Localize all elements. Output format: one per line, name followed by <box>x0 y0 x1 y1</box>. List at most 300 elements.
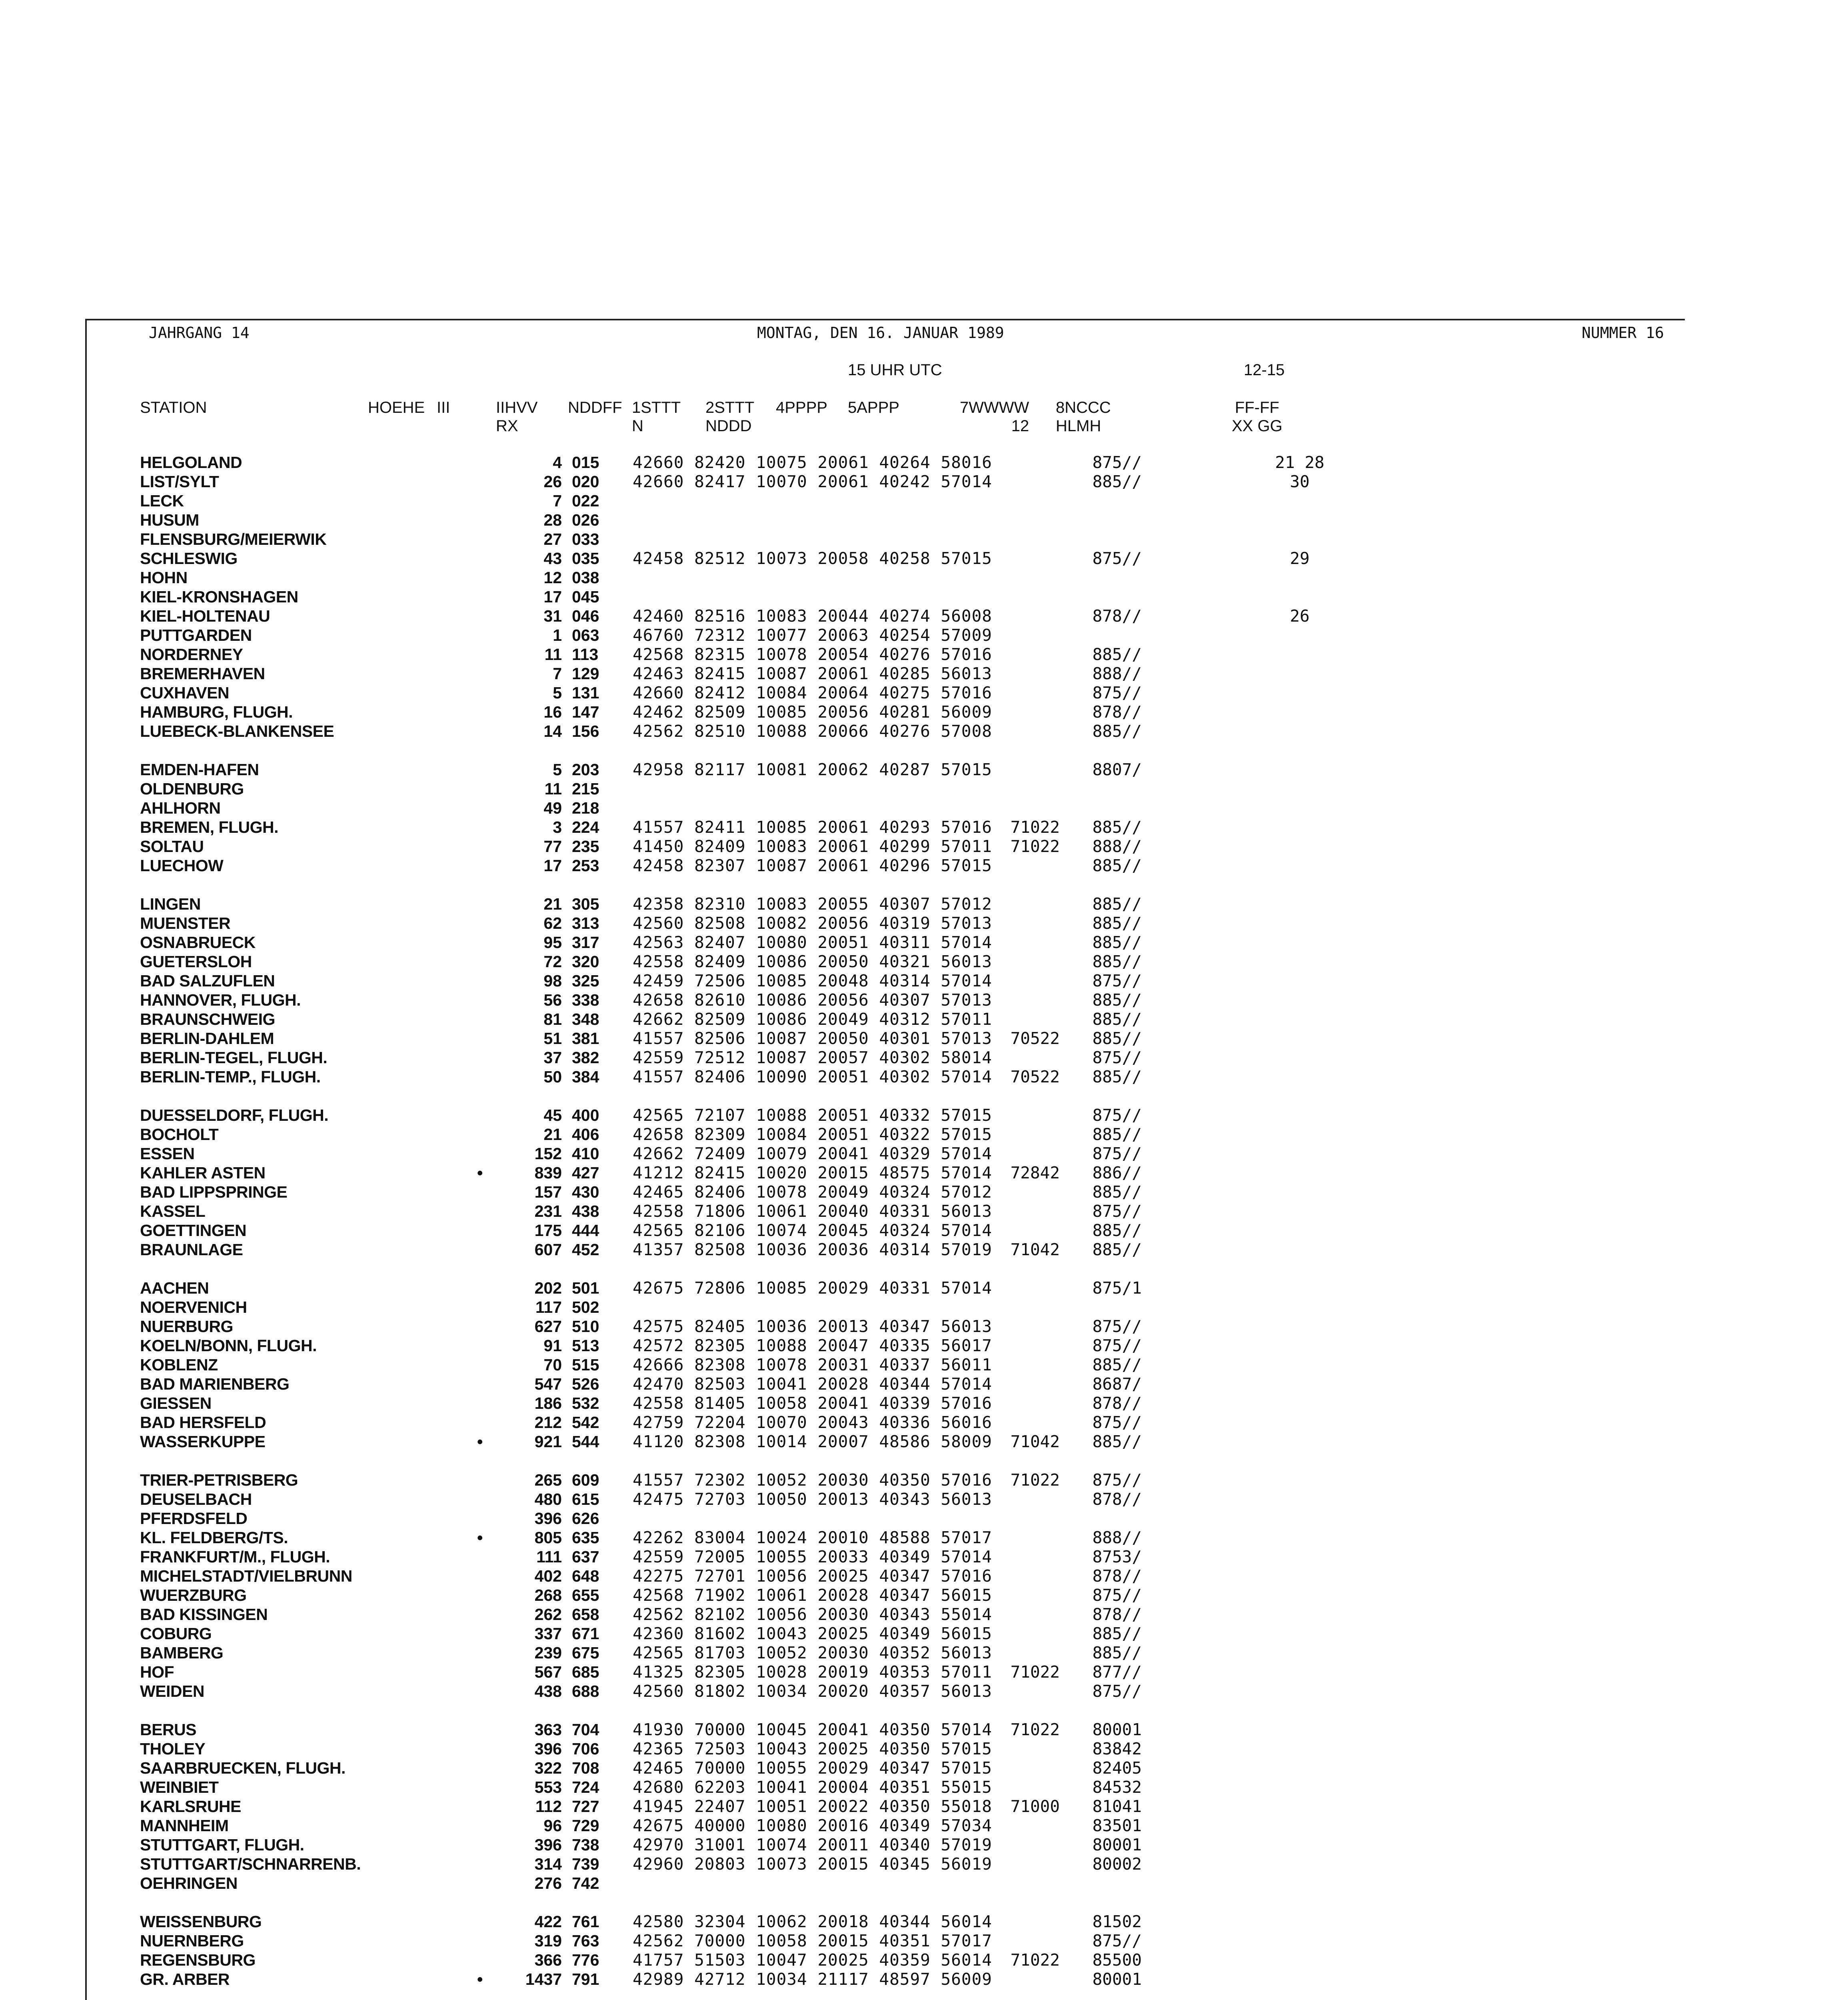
table-row <box>140 760 1340 779</box>
station-height: 31 <box>543 607 562 625</box>
table-row <box>140 933 1340 952</box>
cloud-group: 885// <box>1092 722 1142 741</box>
cloud-group: 875// <box>1092 1413 1142 1432</box>
synop-groups: 42562 82510 10088 20066 40276 57008 <box>633 722 992 741</box>
station-height: 438 <box>534 1682 562 1700</box>
station-name: OEHRINGEN <box>140 1874 238 1892</box>
synop-groups: 42262 83004 10024 20010 48588 57017 <box>633 1528 992 1547</box>
cloud-group: 885// <box>1092 894 1142 914</box>
station-name: KAHLER ASTEN <box>140 1164 266 1182</box>
issue-number: NUMMER 16 <box>1582 324 1664 342</box>
synop-groups: 42470 82503 10041 20028 40344 57014 <box>633 1374 992 1394</box>
station-name: FLENSBURG/MEIERWIK <box>140 530 327 548</box>
station-height: 21 <box>543 895 562 913</box>
station-height: 152 <box>534 1144 562 1163</box>
station-height: 112 <box>535 1797 562 1816</box>
cloud-group: 888// <box>1092 1528 1142 1547</box>
station-name: HOHN <box>140 568 188 587</box>
cloud-group: 875// <box>1092 971 1142 990</box>
station-height: 396 <box>534 1740 562 1758</box>
station-id: 129 <box>572 664 599 683</box>
table-row <box>140 453 1340 472</box>
col-1sttt: 1STTT N <box>632 399 681 435</box>
station-height: 567 <box>534 1663 562 1681</box>
station-name: AACHEN <box>140 1279 209 1297</box>
station-name: OLDENBURG <box>140 780 244 798</box>
table-row <box>140 1662 1340 1682</box>
station-id: 015 <box>572 453 599 472</box>
station-id: 020 <box>572 472 599 491</box>
station-height: 72 <box>543 952 562 971</box>
synop-groups: 41557 82406 10090 20051 40302 57014 <box>633 1067 992 1086</box>
station-id: 444 <box>572 1221 599 1240</box>
station-name: PUTTGARDEN <box>140 626 252 644</box>
table-row <box>140 818 1340 837</box>
synop-groups: 41212 82415 10020 20015 48575 57014 <box>633 1163 992 1182</box>
table-row <box>140 549 1340 568</box>
table-row <box>140 1240 1340 1259</box>
synop-groups: 42558 81405 10058 20041 40339 57016 <box>633 1394 992 1413</box>
synop-groups: 42462 82509 10085 20056 40281 56009 <box>633 702 992 722</box>
station-name: NUERNBERG <box>140 1932 244 1950</box>
synop-groups: 42563 82407 10080 20051 40311 57014 <box>633 933 992 952</box>
table-row <box>140 1912 1340 1931</box>
cloud-group: 885// <box>1092 1221 1142 1240</box>
col-nddff: NDDFF <box>568 399 622 416</box>
station-id: 131 <box>572 684 599 702</box>
cloud-group: 875// <box>1092 1317 1142 1336</box>
cloud-group: 8687/ <box>1092 1374 1142 1394</box>
station-id: 739 <box>572 1855 599 1873</box>
station-id: 685 <box>572 1663 599 1681</box>
station-name: WEINBIET <box>140 1778 219 1796</box>
table-row <box>140 664 1340 683</box>
synop-groups: 42463 82415 10087 20061 40285 56013 <box>633 664 992 683</box>
station-name: BRAUNLAGE <box>140 1240 243 1259</box>
synop-groups: 42365 72503 10043 20025 40350 57015 <box>633 1739 992 1758</box>
table-row <box>140 779 1340 798</box>
station-name: BERLIN-TEGEL, FLUGH. <box>140 1048 328 1067</box>
station-id: 235 <box>572 837 599 856</box>
station-name: EMDEN-HAFEN <box>140 760 259 779</box>
col-ff-gg: FF-FF XX GG <box>1232 399 1283 435</box>
station-id: 648 <box>572 1567 599 1585</box>
table-row <box>140 491 1340 510</box>
synop-groups: 41325 82305 10028 20019 40353 57011 <box>633 1662 992 1682</box>
cloud-group: 8753/ <box>1092 1547 1142 1566</box>
weather-group: 71000 <box>1010 1797 1060 1816</box>
cloud-group: 885// <box>1092 1355 1142 1374</box>
station-id: 338 <box>572 991 599 1009</box>
cloud-group: 80001 <box>1092 1835 1142 1854</box>
station-id: 313 <box>572 914 599 932</box>
table-row <box>140 1874 1340 1893</box>
synop-groups: 42660 82412 10084 20064 40275 57016 <box>633 683 992 702</box>
station-name: KOBLENZ <box>140 1356 218 1374</box>
cloud-group: 885// <box>1092 1182 1142 1202</box>
cloud-group: 875// <box>1092 1202 1142 1221</box>
station-height: 117 <box>535 1298 562 1316</box>
station-name: FRANKFURT/M., FLUGH. <box>140 1548 330 1566</box>
station-height: 480 <box>534 1490 562 1508</box>
station-id: 022 <box>572 492 599 510</box>
station-height: 396 <box>534 1509 562 1528</box>
range-label: 12-15 <box>1244 361 1285 379</box>
station-id: 113 <box>572 645 599 664</box>
station-id: 400 <box>572 1106 599 1124</box>
station-name: WEIDEN <box>140 1682 204 1700</box>
station-height: 51 <box>543 1029 562 1048</box>
table-row <box>140 683 1340 702</box>
cloud-group: 885// <box>1092 1029 1142 1048</box>
synop-groups: 42662 82509 10086 20049 40312 57011 <box>633 1010 992 1029</box>
weather-group: 71042 <box>1010 1240 1060 1259</box>
station-name: KASSEL <box>140 1202 206 1220</box>
station-height: 7 <box>553 492 562 510</box>
table-row <box>140 1490 1340 1509</box>
table-row <box>140 837 1340 856</box>
weather-group: 71042 <box>1010 1432 1060 1451</box>
cloud-group: 83842 <box>1092 1739 1142 1758</box>
station-name: MANNHEIM <box>140 1816 229 1835</box>
station-height: 239 <box>534 1644 562 1662</box>
date-label: MONTAG, DEN 16. JANUAR 1989 <box>757 324 1004 342</box>
station-height: 231 <box>534 1202 562 1220</box>
station-height: 4 <box>553 453 562 472</box>
cloud-group: 875// <box>1092 453 1142 472</box>
cloud-group: 80001 <box>1092 1970 1142 1989</box>
cloud-group: 885// <box>1092 472 1142 491</box>
table-row <box>140 971 1340 990</box>
station-id: 776 <box>572 1951 599 1969</box>
synop-groups: 42568 82315 10078 20054 40276 57016 <box>633 645 992 664</box>
cloud-group: 878// <box>1092 1605 1142 1624</box>
synop-groups: 42580 32304 10062 20018 40344 56014 <box>633 1912 992 1931</box>
cloud-group: 875/1 <box>1092 1278 1142 1298</box>
station-id: 688 <box>572 1682 599 1700</box>
station-height: 265 <box>534 1471 562 1489</box>
station-id: 215 <box>572 780 599 798</box>
station-id: 438 <box>572 1202 599 1220</box>
synop-groups: 42562 82102 10056 20030 40343 55014 <box>633 1605 992 1624</box>
station-height: 14 <box>543 722 562 740</box>
station-height: 5 <box>553 760 562 779</box>
station-height: 839 <box>534 1164 562 1182</box>
station-height: 81 <box>543 1010 562 1028</box>
weather-group: 70522 <box>1010 1029 1060 1048</box>
station-name: KARLSRUHE <box>140 1797 241 1816</box>
station-id: 542 <box>572 1413 599 1432</box>
station-name: LUECHOW <box>140 856 224 875</box>
station-height: 396 <box>534 1836 562 1854</box>
station-height: 12 <box>543 568 562 587</box>
station-name: TRIER-PETRISBERG <box>140 1471 298 1489</box>
station-height: 3 <box>553 818 562 836</box>
cloud-group: 885// <box>1092 990 1142 1010</box>
table-row <box>140 645 1340 664</box>
station-height: 186 <box>534 1394 562 1412</box>
cloud-group: 885// <box>1092 914 1142 933</box>
table-row <box>140 1182 1340 1202</box>
station-height: 322 <box>534 1759 562 1777</box>
cloud-group: 875// <box>1092 1682 1142 1701</box>
station-height: 276 <box>534 1874 562 1892</box>
table-row <box>140 1355 1340 1374</box>
station-height: 27 <box>543 530 562 548</box>
station-id: 382 <box>572 1048 599 1067</box>
station-id: 253 <box>572 856 599 875</box>
station-name: WEISSENBURG <box>140 1912 262 1931</box>
weather-group: 71022 <box>1010 1662 1060 1682</box>
mountain-station-marker: • <box>477 1528 483 1547</box>
station-name: DUESSELDORF, FLUGH. <box>140 1106 329 1124</box>
cloud-group: 885// <box>1092 933 1142 952</box>
cloud-group: 875// <box>1092 1931 1142 1950</box>
station-id: 532 <box>572 1394 599 1412</box>
mountain-station-marker: • <box>477 1970 483 1988</box>
synop-groups: 42559 72005 10055 20033 40349 57014 <box>633 1547 992 1566</box>
col-iii: III <box>437 399 450 416</box>
station-name: MUENSTER <box>140 914 231 932</box>
cloud-group: 888// <box>1092 837 1142 856</box>
synop-groups: 42558 82409 10086 20050 40321 56013 <box>633 952 992 971</box>
col-5appp: 5APPP <box>848 399 899 416</box>
cloud-group: 878// <box>1092 1566 1142 1586</box>
synop-groups: 42562 70000 10058 20015 40351 57017 <box>633 1931 992 1950</box>
station-name: HUSUM <box>140 511 199 529</box>
station-name: NOERVENICH <box>140 1298 247 1316</box>
table-row <box>140 914 1340 933</box>
weather-group: 71022 <box>1010 837 1060 856</box>
station-name: LIST/SYLT <box>140 472 219 491</box>
synop-groups: 42660 82420 10075 20061 40264 58016 <box>633 453 992 472</box>
synop-groups: 42989 42712 10034 21117 48597 56009 <box>633 1970 992 1989</box>
synop-groups: 42360 81602 10043 20025 40349 56015 <box>633 1624 992 1643</box>
table-row <box>140 1586 1340 1605</box>
station-height: 627 <box>534 1317 562 1336</box>
col-2sttt: 2STTT NDDD <box>705 399 755 435</box>
cloud-group: 875// <box>1092 1470 1142 1490</box>
station-height: 77 <box>543 837 562 856</box>
table-row <box>140 1682 1340 1701</box>
station-id: 430 <box>572 1183 599 1201</box>
station-height: 262 <box>534 1605 562 1624</box>
station-id: 325 <box>572 972 599 990</box>
weather-group: 71022 <box>1010 1720 1060 1739</box>
station-height: 553 <box>534 1778 562 1796</box>
cloud-group: 885// <box>1092 856 1142 875</box>
synop-groups: 41557 72302 10052 20030 40350 57016 <box>633 1470 992 1490</box>
table-row <box>140 1125 1340 1144</box>
station-name: LUEBECK-BLANKENSEE <box>140 722 334 740</box>
station-height: 16 <box>543 703 562 721</box>
station-id: 724 <box>572 1778 599 1796</box>
table-row <box>140 568 1340 587</box>
station-name: GUETERSLOH <box>140 952 252 971</box>
table-row <box>140 1106 1340 1125</box>
table-row <box>140 1336 1340 1355</box>
station-height: 95 <box>543 933 562 952</box>
station-id: 635 <box>572 1528 599 1547</box>
station-name: BAD KISSINGEN <box>140 1605 268 1624</box>
station-id: 224 <box>572 818 599 836</box>
cloud-group: 8807/ <box>1092 760 1142 779</box>
table-row <box>140 1509 1340 1528</box>
station-id: 410 <box>572 1144 599 1163</box>
station-id: 706 <box>572 1740 599 1758</box>
station-id: 637 <box>572 1548 599 1566</box>
station-name: BAMBERG <box>140 1644 224 1662</box>
synop-groups: 42568 71902 10061 20028 40347 56015 <box>633 1586 992 1605</box>
cloud-group: 878// <box>1092 1394 1142 1413</box>
table-row <box>140 1048 1340 1067</box>
station-id: 381 <box>572 1029 599 1048</box>
synop-groups: 42475 72703 10050 20013 40343 56013 <box>633 1490 992 1509</box>
col-4pppp: 4PPPP <box>776 399 827 416</box>
station-id: 305 <box>572 895 599 913</box>
table-row <box>140 1298 1340 1317</box>
station-height: 921 <box>534 1432 562 1451</box>
col-hoehe: HOEHE <box>368 399 425 416</box>
table-row <box>140 856 1340 875</box>
synop-groups: 41557 82506 10087 20050 40301 57013 <box>633 1029 992 1048</box>
station-id: 510 <box>572 1317 599 1336</box>
station-name: SOLTAU <box>140 837 204 856</box>
station-height: 805 <box>534 1528 562 1547</box>
cloud-group: 885// <box>1092 952 1142 971</box>
table-row <box>140 894 1340 914</box>
station-name: REGENSBURG <box>140 1951 256 1969</box>
weather-group: 72842 <box>1010 1163 1060 1182</box>
station-name: SAARBRUECKEN, FLUGH. <box>140 1759 346 1777</box>
wind-gust: 26 <box>1290 606 1310 626</box>
synop-groups: 41450 82409 10083 20061 40299 57011 <box>633 837 992 856</box>
cloud-group: 885// <box>1092 1240 1142 1259</box>
station-name: NUERBURG <box>140 1317 233 1336</box>
cloud-group: 84532 <box>1092 1778 1142 1797</box>
station-id: 761 <box>572 1912 599 1931</box>
station-name: HOF <box>140 1663 174 1681</box>
table-row <box>140 1739 1340 1758</box>
station-name: SCHLESWIG <box>140 549 238 568</box>
synop-groups: 42958 82117 10081 20062 40287 57015 <box>633 760 992 779</box>
synop-groups: 42560 81802 10034 20020 40357 56013 <box>633 1682 992 1701</box>
station-id: 791 <box>572 1970 599 1988</box>
col-iihvv: IIHVV RX <box>496 399 538 435</box>
weather-group: 70522 <box>1010 1067 1060 1086</box>
station-id: 063 <box>572 626 599 644</box>
synop-groups: 42660 82417 10070 20061 40242 57014 <box>633 472 992 491</box>
station-id: 035 <box>572 549 599 568</box>
synop-groups: 42675 72806 10085 20029 40331 57014 <box>633 1278 992 1298</box>
station-height: 45 <box>543 1106 562 1124</box>
station-name: COBURG <box>140 1624 212 1643</box>
station-name: MICHELSTADT/VIELBRUNN <box>140 1567 352 1585</box>
station-name: GOETTINGEN <box>140 1221 247 1240</box>
table-row <box>140 1029 1340 1048</box>
station-height: 7 <box>553 664 562 683</box>
station-height: 43 <box>543 549 562 568</box>
synop-groups: 42572 82305 10088 20047 40335 56017 <box>633 1336 992 1355</box>
station-height: 17 <box>543 588 562 606</box>
station-id: 427 <box>572 1164 599 1182</box>
station-name: GIESSEN <box>140 1394 212 1412</box>
table-row <box>140 1566 1340 1586</box>
station-id: 046 <box>572 607 599 625</box>
station-height: 11 <box>544 780 562 798</box>
station-id: 147 <box>572 703 599 721</box>
synop-groups: 42458 82512 10073 20058 40258 57015 <box>633 549 992 568</box>
station-id: 406 <box>572 1125 599 1144</box>
station-id: 513 <box>572 1336 599 1355</box>
table-row <box>140 952 1340 971</box>
cloud-group: 888// <box>1092 664 1142 683</box>
synop-groups: 42560 82508 10082 20056 40319 57013 <box>633 914 992 933</box>
station-id: 501 <box>572 1279 599 1297</box>
station-name: BREMEN, FLUGH. <box>140 818 279 836</box>
station-height: 547 <box>534 1375 562 1393</box>
station-name: HAMBURG, FLUGH. <box>140 703 293 721</box>
synop-groups: 42465 70000 10055 20029 40347 57015 <box>633 1758 992 1778</box>
cloud-group: 81041 <box>1092 1797 1142 1816</box>
station-name: BAD MARIENBERG <box>140 1375 290 1393</box>
station-id: 727 <box>572 1797 599 1816</box>
station-height: 26 <box>543 472 562 491</box>
station-id: 544 <box>572 1432 599 1451</box>
station-id: 742 <box>572 1874 599 1892</box>
cloud-group: 885// <box>1092 1624 1142 1643</box>
table-row <box>140 1624 1340 1643</box>
station-id: 502 <box>572 1298 599 1316</box>
synop-groups: 41557 82411 10085 20061 40293 57016 <box>633 818 992 837</box>
station-id: 515 <box>572 1356 599 1374</box>
synop-groups: 42675 40000 10080 20016 40349 57034 <box>633 1816 992 1835</box>
station-table <box>140 453 1340 2000</box>
wind-gust: 29 <box>1290 549 1310 568</box>
station-id: 626 <box>572 1509 599 1528</box>
station-id: 026 <box>572 511 599 529</box>
synop-groups: 42970 31001 10074 20011 40340 57019 <box>633 1835 992 1854</box>
station-name: HELGOLAND <box>140 453 242 472</box>
station-name: BAD LIPPSPRINGE <box>140 1183 288 1201</box>
station-id: 763 <box>572 1932 599 1950</box>
station-id: 348 <box>572 1010 599 1028</box>
synop-groups: 42662 72409 10079 20041 40329 57014 <box>633 1144 992 1163</box>
station-height: 422 <box>534 1912 562 1931</box>
table-row <box>140 1067 1340 1086</box>
synop-groups: 42658 82610 10086 20056 40307 57013 <box>633 990 992 1010</box>
station-name: KOELN/BONN, FLUGH. <box>140 1336 317 1355</box>
table-row <box>140 530 1340 549</box>
table-row <box>140 1432 1340 1451</box>
table-row <box>140 510 1340 530</box>
station-name: BOCHOLT <box>140 1125 219 1144</box>
station-height: 49 <box>543 799 562 817</box>
station-height: 157 <box>534 1183 562 1201</box>
cloud-group: 80001 <box>1092 1720 1142 1739</box>
table-row <box>140 1835 1340 1854</box>
station-id: 609 <box>572 1471 599 1489</box>
synop-groups: 41930 70000 10045 20041 40350 57014 <box>633 1720 992 1739</box>
station-height: 202 <box>534 1279 562 1297</box>
station-height: 175 <box>534 1221 562 1240</box>
table-row <box>140 1144 1340 1163</box>
station-name: THOLEY <box>140 1740 206 1758</box>
table-row <box>140 1413 1340 1432</box>
station-height: 402 <box>534 1567 562 1585</box>
cloud-group: 82405 <box>1092 1758 1142 1778</box>
station-id: 218 <box>572 799 599 817</box>
